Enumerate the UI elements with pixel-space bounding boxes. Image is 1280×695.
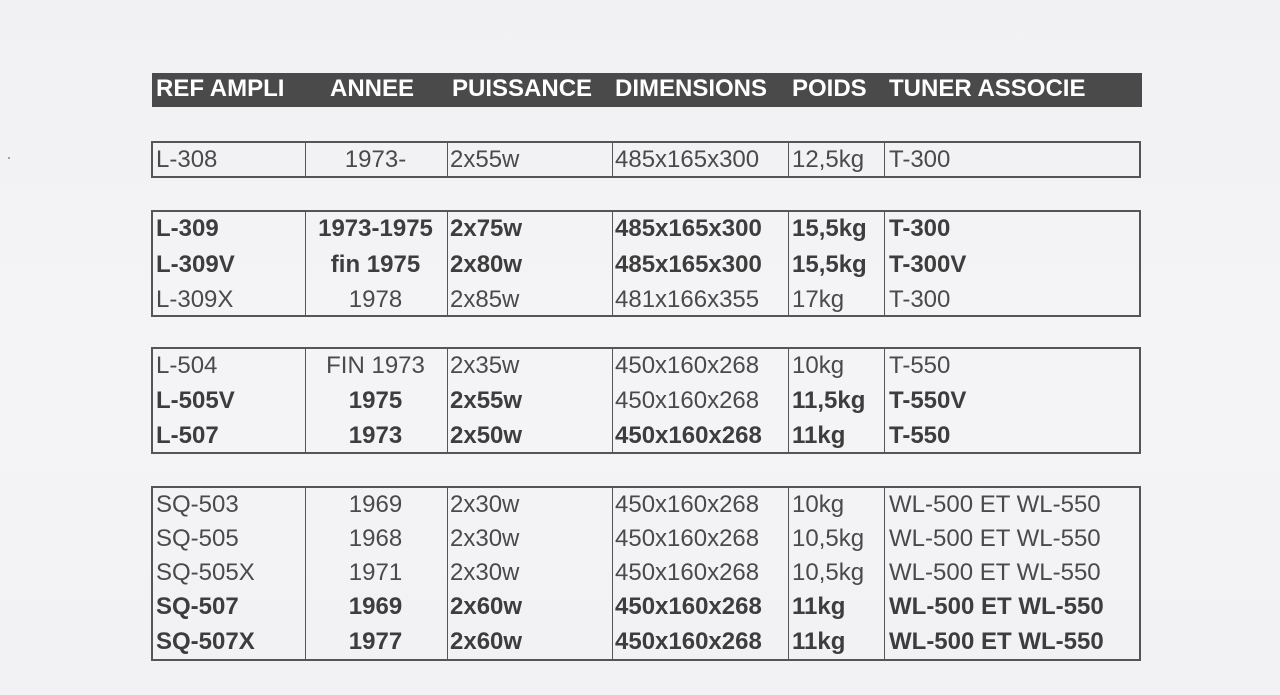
cell-weight: 10kg [792,491,845,518]
cell-weight: 11kg [792,593,846,620]
cell-weight: 12,5kg [792,146,865,173]
cell-tuner: WL-500 ET WL-550 [889,491,1101,518]
cell-year: 1977 [348,628,403,655]
cell-power: 2x60w [450,593,523,620]
cell-dimensions: 450x160x268 [615,491,760,518]
cell-tuner: T-300 [889,146,951,173]
cell-ref: SQ-507X [156,628,255,655]
cell-year: 1978 [348,286,403,313]
cell-dimensions: 450x160x268 [615,422,762,449]
header-poids: POIDS [792,75,867,102]
cell-dimensions: 450x160x268 [615,593,762,620]
cell-tuner: T-550V [889,387,967,414]
cell-power: 2x30w [450,559,520,586]
cell-power: 2x80w [450,251,523,278]
cell-dimensions: 481x166x355 [615,286,760,313]
table-row [153,522,1139,556]
cell-tuner: T-550 [889,352,951,379]
cell-ref: SQ-505X [156,559,255,586]
cell-tuner: T-300 [889,286,951,313]
cell-ref: L-505V [156,387,235,414]
cell-power: 2x50w [450,422,523,449]
cell-dimensions: 450x160x268 [615,628,762,655]
table-group-l308 [151,141,1141,178]
cell-year: 1971 [348,559,403,586]
table-row [153,556,1139,590]
cell-power: 2x75w [450,215,523,242]
table-group-l309 [151,210,1141,317]
table-group-l50x [151,347,1141,454]
table-row [153,143,1139,177]
cell-power: 2x30w [450,525,520,552]
table-row [153,488,1139,522]
table-row [153,283,1139,317]
header-puissance: PUISSANCE [452,75,593,102]
table-row [153,248,1139,282]
table-header-bar [152,73,1142,107]
cell-weight: 11kg [792,422,846,449]
cell-power: 2x55w [450,387,523,414]
cell-year: 1973-1975 [318,215,433,242]
cell-dimensions: 450x160x268 [615,387,760,414]
table-row [153,625,1139,659]
cell-ref: SQ-505 [156,525,239,552]
cell-power: 2x55w [450,146,520,173]
table-row [153,349,1139,383]
cell-year: 1968 [348,525,403,552]
cell-ref: L-309 [156,215,219,242]
header-dimensions: DIMENSIONS [615,75,768,102]
cell-year: FIN 1973 [326,352,425,379]
cell-weight: 10,5kg [792,559,865,586]
cell-ref: SQ-503 [156,491,239,518]
table-row [153,419,1139,453]
table-group-sq50x [151,486,1141,661]
cell-year: 1975 [348,387,403,414]
cell-ref: SQ-507 [156,593,239,620]
cell-ref: L-507 [156,422,219,449]
cell-dimensions: 450x160x268 [615,352,760,379]
cell-ref: L-504 [156,352,218,379]
header-annee: ANNEE [330,75,415,102]
cell-year: 1973 [348,422,403,449]
scan-speck [8,157,10,159]
cell-ref: L-308 [156,146,218,173]
cell-power: 2x35w [450,352,520,379]
cell-power: 2x85w [450,286,520,313]
cell-dimensions: 450x160x268 [615,525,760,552]
header-ref-ampli: REF AMPLI [156,75,285,102]
cell-dimensions: 485x165x300 [615,215,762,242]
cell-weight: 11,5kg [792,387,866,414]
cell-year: 1969 [348,491,403,518]
cell-tuner: T-550 [889,422,951,449]
cell-tuner: T-300 [889,215,951,242]
cell-tuner: WL-500 ET WL-550 [889,559,1101,586]
table-row [153,590,1139,624]
table-row [153,384,1139,418]
cell-dimensions: 485x165x300 [615,251,762,278]
cell-year: 1969 [348,593,403,620]
cell-dimensions: 485x165x300 [615,146,760,173]
cell-weight: 15,5kg [792,251,867,278]
cell-tuner: WL-500 ET WL-550 [889,525,1101,552]
cell-ref: L-309V [156,251,235,278]
cell-year: 1973- [344,146,407,173]
cell-dimensions: 450x160x268 [615,559,760,586]
cell-power: 2x60w [450,628,523,655]
cell-weight: 11kg [792,628,846,655]
cell-year: fin 1975 [330,251,421,278]
cell-power: 2x30w [450,491,520,518]
cell-weight: 10,5kg [792,525,865,552]
cell-tuner: T-300V [889,251,967,278]
header-tuner-associe: TUNER ASSOCIE [889,75,1086,102]
cell-weight: 17kg [792,286,845,313]
cell-tuner: WL-500 ET WL-550 [889,628,1104,655]
table-row [153,212,1139,246]
cell-tuner: WL-500 ET WL-550 [889,593,1104,620]
cell-ref: L-309X [156,286,234,313]
cell-weight: 15,5kg [792,215,867,242]
cell-weight: 10kg [792,352,845,379]
